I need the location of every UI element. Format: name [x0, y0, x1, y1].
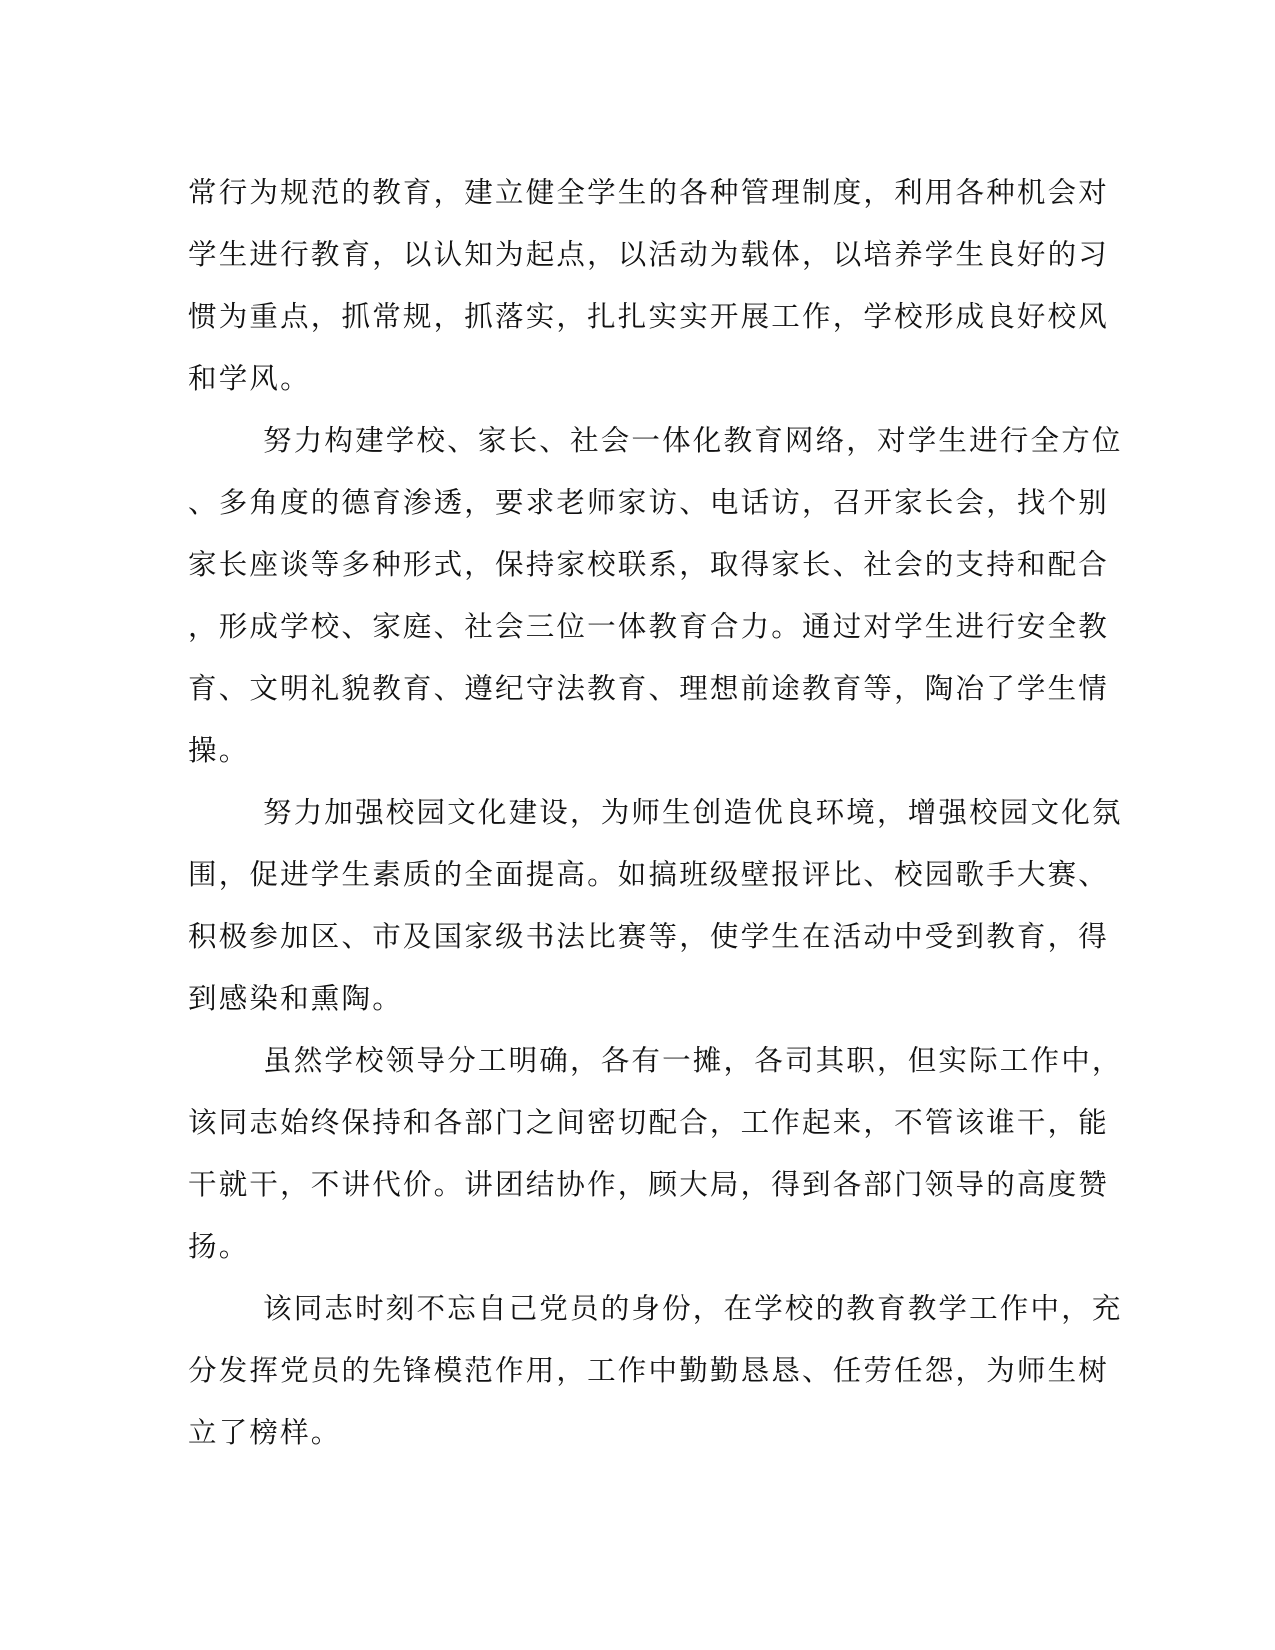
text-line: 该同志时刻不忘自己党员的身份，在学校的教育教学工作中，充 [263, 1292, 1123, 1325]
text-line: 努力加强校园文化建设，为师生创造优良环境，增强校园文化氛 [263, 796, 1123, 829]
document-body [188, 162, 1123, 1464]
text-line: 、多角度的德育渗透，要求老师家访、电话访，召开家长会，找个别 [188, 486, 1110, 519]
paragraph-3 [188, 782, 1123, 1030]
text-line: 到感染和熏陶。 [188, 982, 403, 1015]
paragraph-2 [188, 410, 1123, 782]
text-line: 扬。 [188, 1230, 250, 1263]
text-line: 虽然学校领导分工明确，各有一摊，各司其职，但实际工作中， [263, 1044, 1123, 1077]
text-line: 和学风。 [188, 362, 311, 395]
paragraph-4 [188, 1030, 1123, 1278]
text-line: 干就干，不讲代价。讲团结协作，顾大局，得到各部门领导的高度赞 [188, 1168, 1110, 1201]
text-line: 常行为规范的教育，建立健全学生的各种管理制度，利用各种机会对 [188, 176, 1110, 209]
text-line: 积极参加区、市及国家级书法比赛等，使学生在活动中受到教育，得 [188, 920, 1110, 953]
paragraph-1 [188, 162, 1110, 410]
text-line: 立了榜样。 [188, 1416, 342, 1449]
text-line: 努力构建学校、家长、社会一体化教育网络，对学生进行全方位 [263, 424, 1123, 457]
paragraph-5 [188, 1278, 1123, 1464]
text-line: 分发挥党员的先锋模范作用，工作中勤勤恳恳、任劳任怨，为师生树 [188, 1354, 1110, 1387]
text-line: 操。 [188, 734, 250, 767]
text-line: ，形成学校、家庭、社会三位一体教育合力。通过对学生进行安全教 [188, 610, 1110, 643]
text-line: 育、文明礼貌教育、遵纪守法教育、理想前途教育等，陶冶了学生情 [188, 672, 1110, 705]
text-line: 围，促进学生素质的全面提高。如搞班级壁报评比、校园歌手大赛、 [188, 858, 1110, 891]
text-line: 家长座谈等多种形式，保持家校联系，取得家长、社会的支持和配合 [188, 548, 1110, 581]
text-line: 惯为重点，抓常规，抓落实，扎扎实实开展工作，学校形成良好校风 [188, 300, 1110, 333]
text-line: 学生进行教育，以认知为起点，以活动为载体，以培养学生良好的习 [188, 238, 1110, 271]
text-line: 该同志始终保持和各部门之间密切配合，工作起来，不管该谁干，能 [188, 1106, 1110, 1139]
